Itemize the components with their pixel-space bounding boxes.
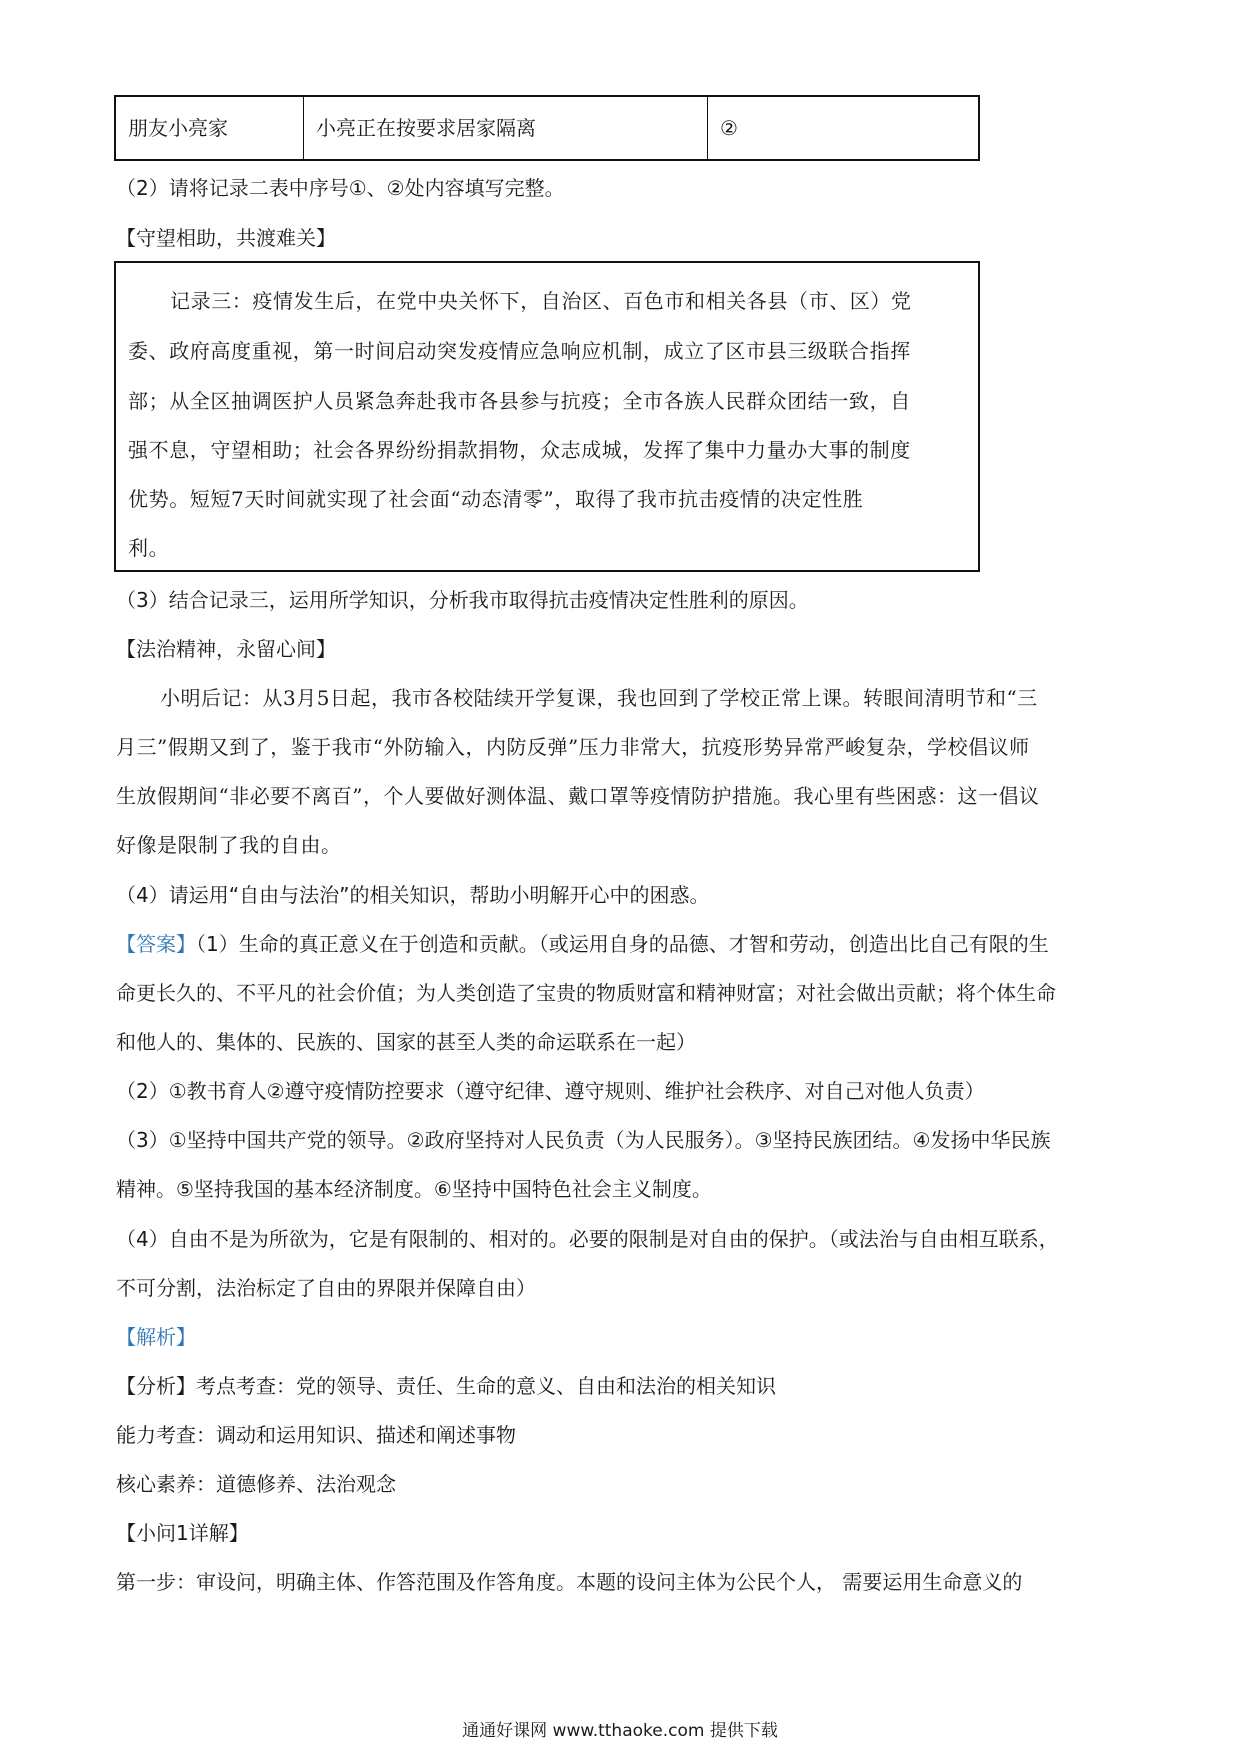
section-heading-law: 【法治精神，永留心间】	[116, 637, 336, 661]
answer-1-line: 和他人的、集体的、民族的、国家的甚至人类的命运联系在一起）	[116, 1030, 696, 1054]
postscript-line: 生放假期间“非必要不离百”，个人要做好测体温、戴口罩等疫情防护措施。我心里有些困惑：这一倡议	[116, 784, 1040, 808]
postscript-line: 小明后记：从3月5日起，我市各校陆续开学复课，我也回到了学校正常上课。转眼间清明节和“三	[160, 686, 1038, 710]
section-heading-help: 【守望相助，共渡难关】	[116, 226, 336, 250]
answer-1-line: 命更长久的、不平凡的社会价值；为人类创造了宝贵的物质财富和精神财富；对社会做出贡献；将个体生命	[116, 981, 1056, 1005]
page-footer: 通通好课网 www.tthaoke.com 提供下载	[462, 1721, 778, 1741]
analysis-line: 【分析】考点考查：党的领导、责任、生命的意义、自由和法治的相关知识	[116, 1374, 776, 1398]
postscript-line: 月三”假期又到了，鉴于我市“外防输入，内防反弹”压力非常大，抗疫形势异常严峻复杂，学校倡议师	[116, 735, 1030, 759]
record-three-line: 部；从全区抽调医护人员紧急奔赴我市各县参与抗疫；全市各族人民群众团结一致，自	[128, 389, 911, 413]
record-three-line: 委、政府高度重视，第一时间启动突发疫情应急响应机制，成立了区市县三级联合指挥	[128, 339, 911, 363]
record-three-line: 记录三：疫情发生后，在党中央关怀下，自治区、百色市和相关各县（市、区）党	[170, 289, 912, 313]
analysis-line: 第一步：审设问，明确主体、作答范围及作答角度。本题的设问主体为公民个人， 需要运用生命意义的	[116, 1570, 1023, 1594]
record-three-line: 强不息，守望相助；社会各界纷纷捐款捐物，众志成城，发挥了集中力量办大事的制度	[128, 438, 911, 462]
record-two-table-row	[114, 95, 980, 161]
record-three-line: 利。	[128, 536, 170, 560]
table-cell-location: 朋友小亮家	[116, 97, 304, 159]
question-2: （2）请将记录二表中序号①、②处内容填写完整。	[116, 176, 565, 200]
question-4: （4）请运用“自由与法治”的相关知识，帮助小明解开心中的困惑。	[116, 883, 710, 907]
record-three-line: 优势。短短7天时间就实现了社会面“动态清零”，取得了我市抗击疫情的决定性胜	[128, 487, 864, 511]
answer-2: （2）①教书育人②遵守疫情防控要求（遵守纪律、遵守规则、维护社会秩序、对自己对他人负责）	[116, 1079, 985, 1103]
analysis-line: 能力考查：调动和运用知识、描述和阐述事物	[116, 1423, 516, 1447]
answer-3-line: 精神。⑤坚持我国的基本经济制度。⑥坚持中国特色社会主义制度。	[116, 1177, 712, 1201]
answer-4-line: 不可分割，法治标定了自由的界限并保障自由）	[116, 1276, 536, 1300]
analysis-line: 【小问1详解】	[116, 1521, 249, 1545]
analysis-line: 核心素养：道德修养、法治观念	[116, 1472, 396, 1496]
postscript-line: 好像是限制了我的自由。	[116, 833, 342, 857]
answer-1-text: （1）生命的真正意义在于创造和贡献。（或运用自身的品德、才智和劳动，创造出比自己有限的生	[196, 932, 1049, 956]
answer-3-line: （3）①坚持中国共产党的领导。②政府坚持对人民负责（为人民服务）。③坚持民族团结。④发扬中华民族	[116, 1128, 1051, 1152]
table-cell-situation: 小亮正在按要求居家隔离	[304, 97, 708, 159]
answer-tag: 【答案】	[116, 932, 196, 956]
table-cell-blank: ②	[720, 116, 738, 140]
answer-1-line	[116, 930, 1049, 958]
question-3: （3）结合记录三，运用所学知识，分析我市取得抗击疫情决定性胜利的原因。	[116, 588, 809, 612]
analysis-tag: 【解析】	[116, 1325, 196, 1349]
answer-4-line: （4）自由不是为所欲为，它是有限制的、相对的。必要的限制是对自由的保护。（或法治与自由相互联系，	[116, 1227, 1059, 1251]
record-three-box	[114, 261, 980, 572]
